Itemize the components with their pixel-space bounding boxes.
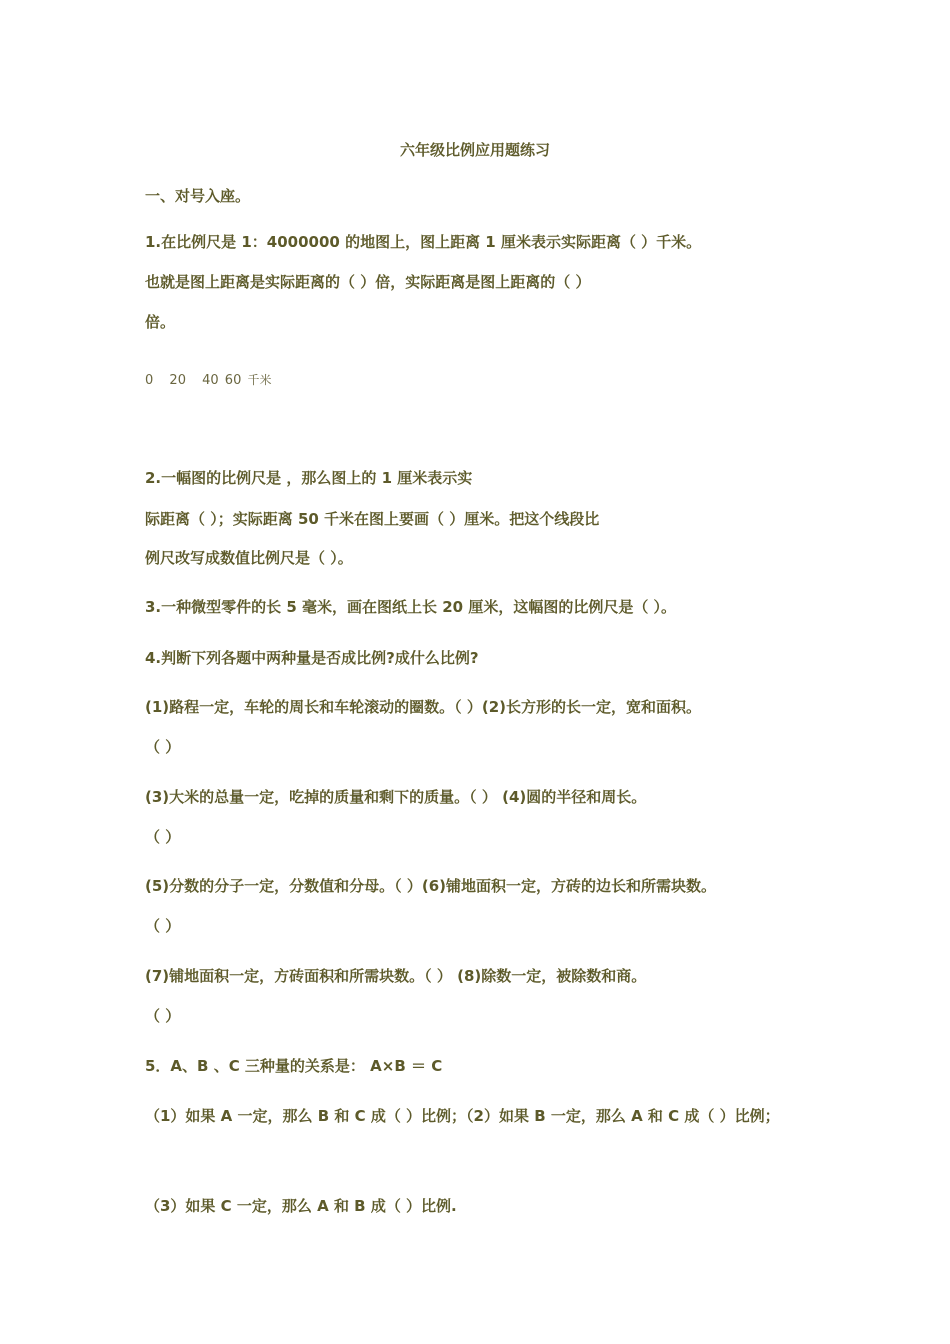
question-4-item-3: (5)分数的分子一定，分数值和分母。（ ）(6)铺地面积一定，方砖的边长和所需块数。 [145, 877, 717, 895]
question-1-line-3: 倍。 [145, 313, 176, 331]
question-4-item-3-blank: （ ） [145, 917, 181, 935]
question-4-item-4: (7)铺地面积一定，方砖面积和所需块数。（ ） (8)除数一定，被除数和商。 [145, 967, 647, 985]
question-5-part-1-2: （1）如果 A 一定，那么 B 和 C 成（ ）比例；（2）如果 B 一定，那么 A 和 C 成（ ）比例； [145, 1107, 780, 1125]
question-4-stem: 4.判断下列各题中两种量是否成比例?成什么比例? [145, 649, 479, 667]
question-1-line-1: 1.在比例尺是 1：4000000 的地图上，图上距离 1 厘米表示实际距离（ ）千米。 [145, 233, 702, 251]
question-2-line-3: 例尺改写成数值比例尺是（ ）。 [145, 549, 353, 567]
page-title: 六年级比例应用题练习 [399, 141, 550, 159]
scale-unit: 千米 [247, 373, 272, 387]
question-4-item-1: (1)路程一定，车轮的周长和车轮滚动的圈数。（ ）(2)长方形的长一定，宽和面积。 [145, 698, 702, 716]
question-2-line-1: 2.一幅图的比例尺是 ，那么图上的 1 厘米表示实 [145, 469, 473, 487]
section-heading: 一、对号入座。 [145, 187, 251, 205]
scale-tick-20: 20 [169, 373, 186, 388]
question-4-item-1-blank: （ ） [145, 738, 181, 756]
question-5-part-3: （3）如果 C 一定，那么 A 和 B 成（ ）比例. [145, 1197, 457, 1215]
question-1-line-2: 也就是图上距离是实际距离的（ ）倍，实际距离是图上距离的（ ） [145, 273, 591, 291]
scale-tick-40: 40 [202, 373, 219, 388]
question-3: 3.一种微型零件的长 5 毫米，画在图纸上长 20 厘米，这幅图的比例尺是（ ）。 [145, 598, 677, 616]
question-4-item-4-blank: （ ） [145, 1007, 181, 1025]
question-4-item-2: (3)大米的总量一定，吃掉的质量和剩下的质量。（ ） (4)圆的半径和周长。 [145, 788, 647, 806]
question-4-item-2-blank: （ ） [145, 828, 181, 846]
scale-tick-60: 60 [224, 373, 242, 388]
question-5-stem: 5．A、B 、C 三种量的关系是： A×B ＝ C [145, 1057, 443, 1075]
question-2-line-2: 际距离（ ）；实际距离 50 千米在图上要画（ ）厘米。把这个线段比 [145, 510, 600, 528]
scale-tick-0: 0 [145, 373, 154, 388]
scale-bar-labels [145, 371, 278, 388]
